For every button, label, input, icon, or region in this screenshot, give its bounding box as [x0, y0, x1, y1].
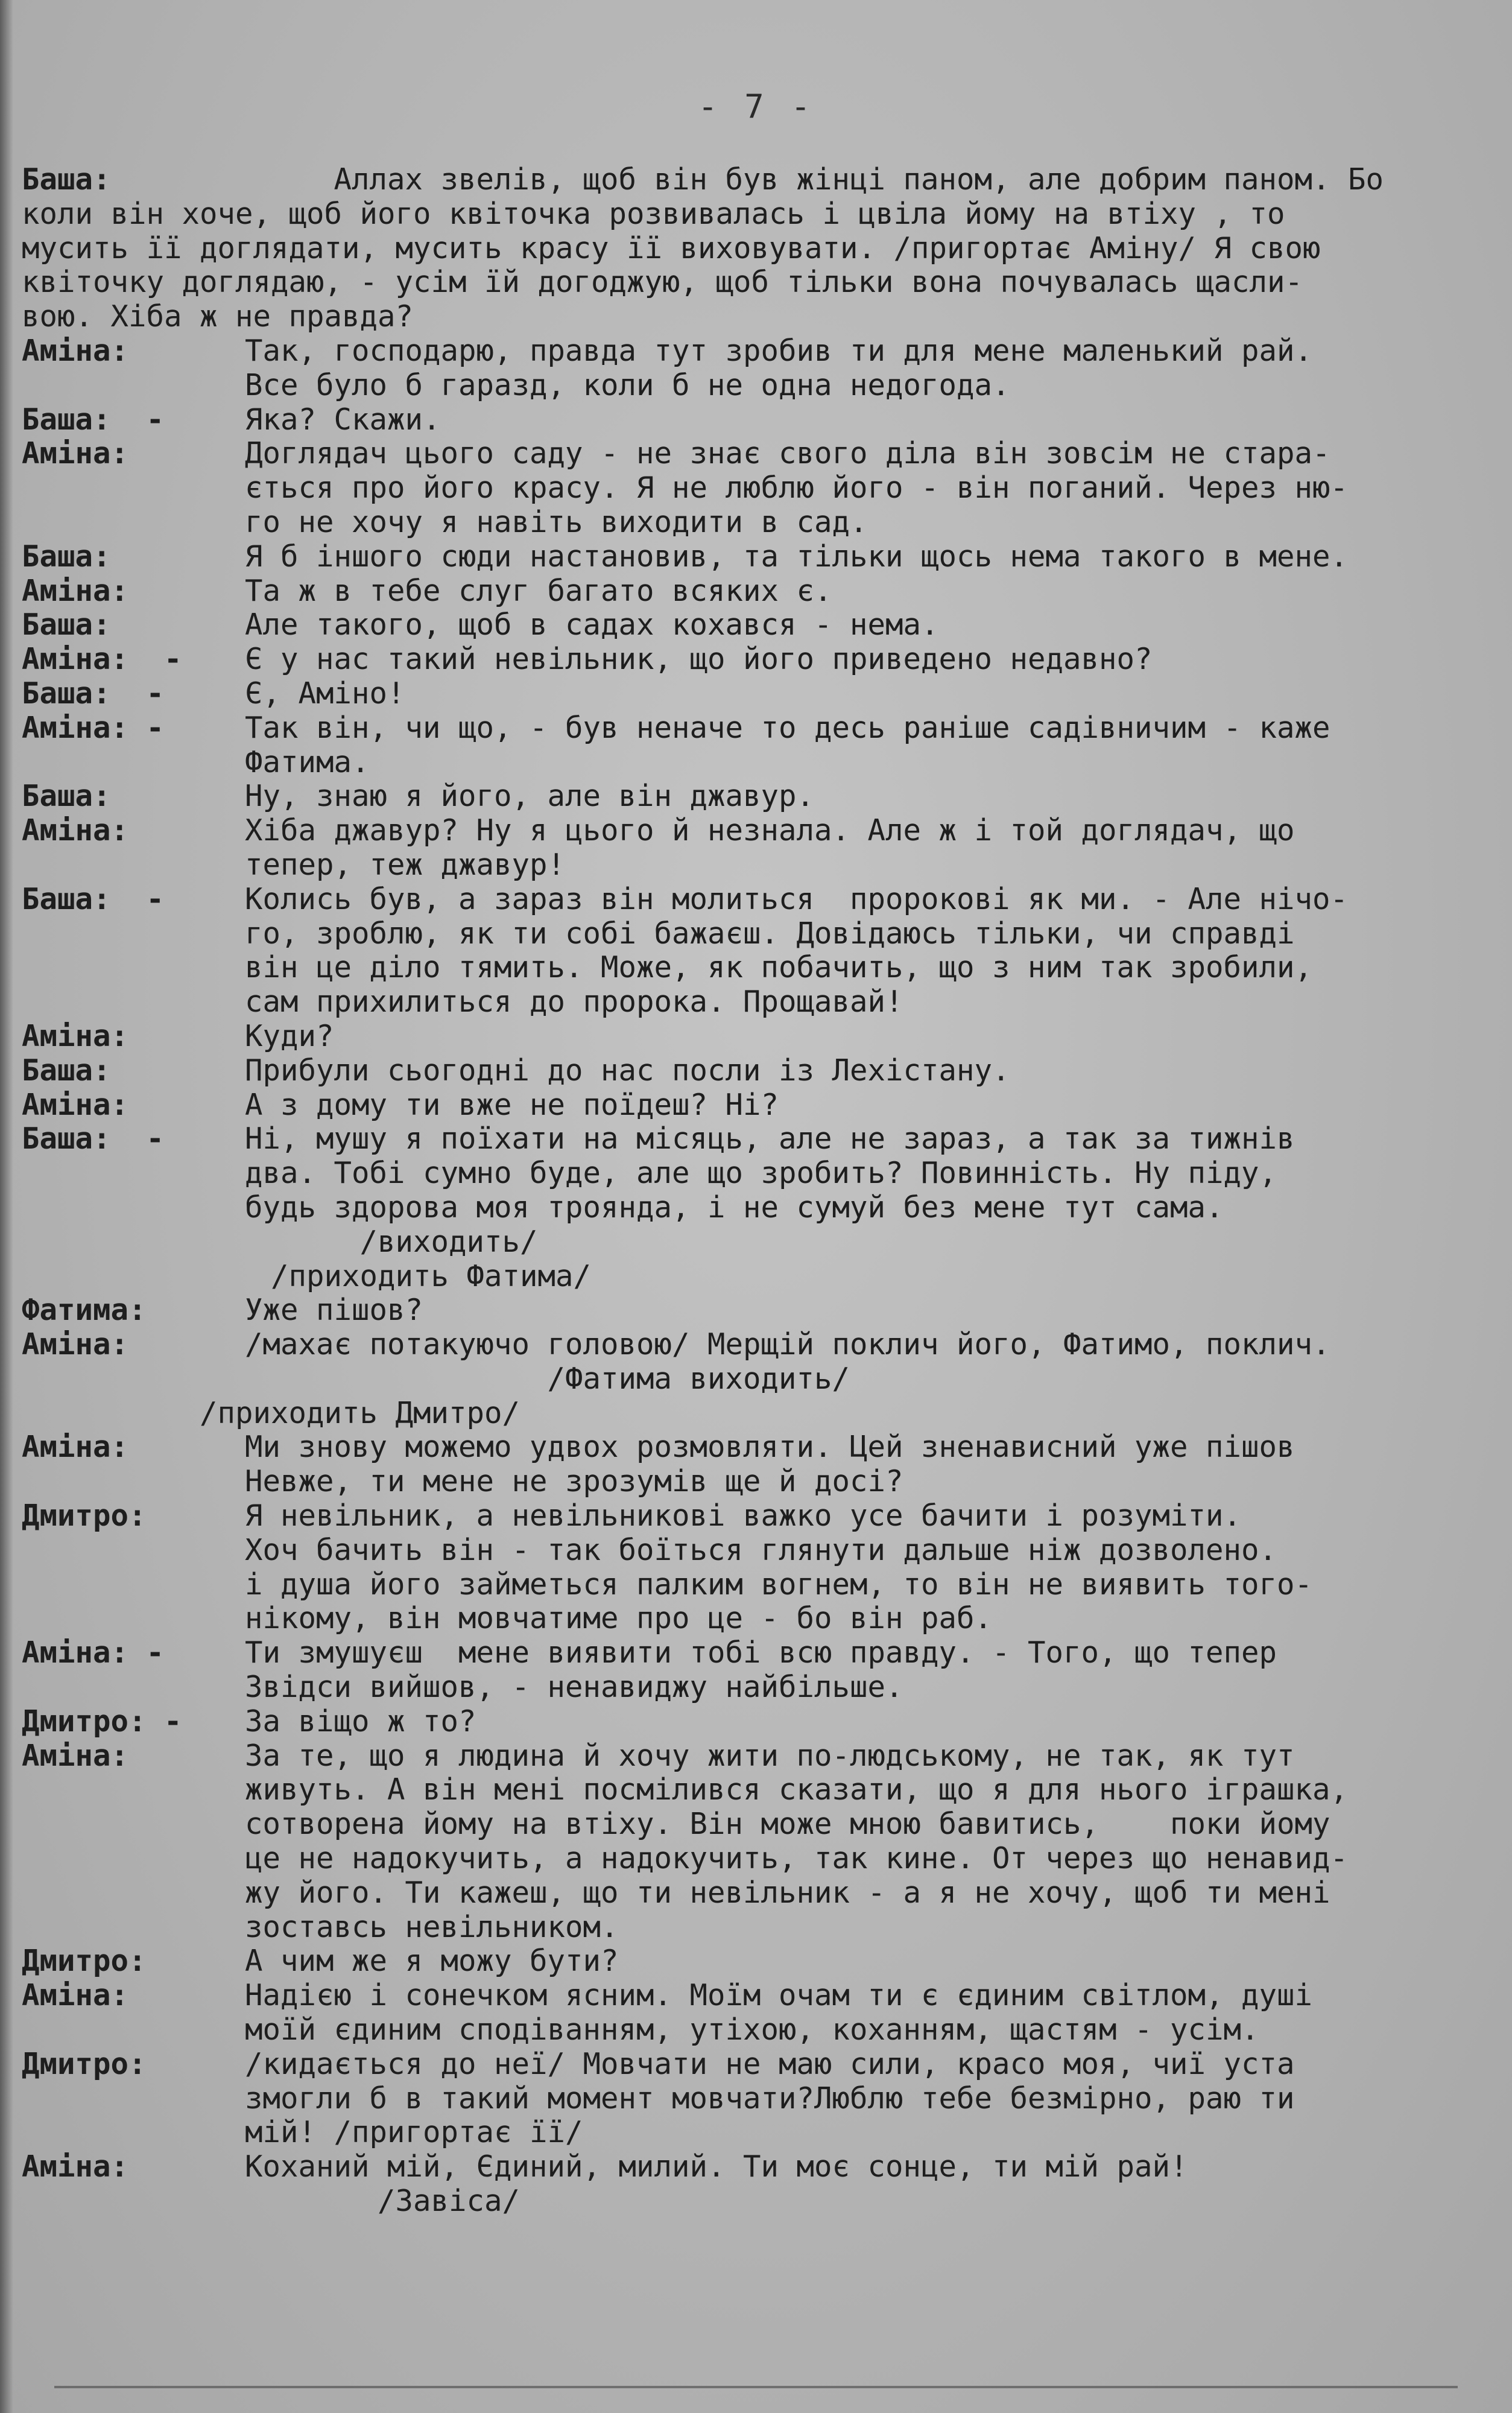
dialogue-text: [245, 1054, 1493, 1088]
dialogue-line: Хоч бачить він - так боїться глянути дальше ніж дозволено.: [245, 1532, 1277, 1567]
dialogue-text: [245, 883, 1493, 1019]
dialogue-line: Куди?: [245, 1018, 334, 1053]
speaker-name: Аміна: -: [22, 1635, 165, 1670]
dialogue-entry: [22, 711, 1493, 780]
dialogue-line: Є, Аміно!: [245, 676, 405, 711]
dialogue-text: [245, 1430, 1493, 1499]
dialogue-line: Яка? Скажи.: [245, 402, 441, 437]
speaker-name: Аміна: -: [22, 642, 182, 677]
dialogue-line: За те, що я людина й хочу жити по-людському, не так, як тут: [245, 1738, 1295, 1773]
dialogue-line: Все було б гаразд, коли б не одна недогода.: [245, 367, 1010, 402]
speaker-name: Баша: -: [22, 1121, 165, 1156]
speaker-name: Баша:: [22, 607, 111, 642]
dialogue-line: Я невільник, а невільникові важко усе бачити і розуміти.: [245, 1498, 1242, 1533]
dialogue-line: змогли б в такий момент мовчати?Люблю тебе безмірно, раю ти: [245, 2081, 1295, 2116]
speaker-name: Аміна:: [22, 1978, 129, 2013]
dialogue-entry: [22, 2150, 1493, 2184]
dialogue-line: моїй єдиним сподіванням, утіхою, коханням, щастям - усім.: [245, 2012, 1259, 2047]
dialogue-entry: [22, 403, 1493, 437]
dialogue-line: жу його. Ти кажеш, що ти невільник - а я не хочу, щоб ти мені: [245, 1875, 1330, 1910]
dialogue-text: [245, 677, 1493, 711]
dialogue-entry: [22, 1088, 1493, 1123]
speaker-name: Аміна:: [22, 1327, 129, 1362]
dialogue-text: [245, 1705, 1493, 1739]
dialogue-line: Прибули сьогодні до нас посли із Лехістану.: [245, 1053, 1010, 1088]
dialogue-line: Доглядач цього саду - не знає свого діла він зовсім не стара-: [245, 436, 1330, 471]
stage-direction: /приходить Фатима/: [22, 1258, 592, 1293]
dialogue-line: го, зроблю, як ти собі бажаєш. Довідаюсь тільки, чи справді: [245, 916, 1295, 951]
dialogue-entry: [22, 163, 1493, 334]
dialogue-text: [245, 642, 1493, 677]
dialogue-entry: [22, 540, 1493, 574]
dialogue-text: [245, 574, 1493, 609]
dialogue-line: Та ж в тебе слуг багато всяких є.: [245, 573, 832, 608]
dialogue-text: [245, 1293, 1493, 1328]
dialogue-line: квіточку доглядаю, - усім їй догоджую, щоб тільки вона почувалась щасли-: [22, 265, 1303, 300]
dialogue-line: А з дому ти вже не поїдеш? Ні?: [245, 1087, 779, 1122]
dialogue-line: Коханий мій, Єдиний, милий. Ти моє сонце, ти мій рай!: [245, 2149, 1188, 2184]
dialogue-line: Невже, ти мене не зрозумів ще й досі?: [245, 1464, 903, 1499]
dialogue-entry: [22, 437, 1493, 539]
speaker-name: Баша:: [22, 779, 111, 814]
dialogue-line: сам прихилиться до пророка. Прощавай!: [245, 985, 903, 1019]
dialogue-line: і душа його займеться палким вогнем, то він не виявить того-: [245, 1567, 1313, 1602]
dialogue-text: [245, 1979, 1493, 2047]
dialogue-entry: [22, 814, 1493, 883]
dialogue-line: Колись був, а зараз він молиться пророкові як ми. - Але нічо-: [245, 881, 1349, 916]
dialogue-text: [245, 437, 1493, 539]
dialogue-text: [245, 540, 1493, 574]
dialogue-text: [245, 2150, 1493, 2184]
dialogue-entry: [22, 1328, 1493, 1397]
speaker-name: Дмитро:: [22, 1944, 147, 1979]
dialogue-entry: [22, 1636, 1493, 1705]
speaker-name: Баша:: [22, 539, 111, 574]
dialogue-line: Надією і сонечком ясним. Моїм очам ти є єдиним світлом, душі: [245, 1978, 1313, 2013]
speaker-name: Аміна:: [22, 1738, 129, 1773]
speaker-name: Аміна:: [22, 813, 129, 848]
dialogue-line: Звідси вийшов, - ненавиджу найбільше.: [245, 1670, 903, 1705]
speaker-name: Аміна:: [22, 436, 129, 471]
speaker-name: Аміна:: [22, 573, 129, 608]
dialogue-entry: [22, 779, 1493, 814]
dialogue-text: [245, 814, 1493, 883]
dialogue-line: Я б іншого сюди настановив, та тільки щось нема такого в мене.: [245, 539, 1349, 574]
dialogue-entry: [22, 677, 1493, 711]
speaker-name: Баша: -: [22, 881, 165, 916]
dialogue-text: [245, 1122, 1493, 1225]
dialogue-line: мій! /пригортає її/: [245, 2115, 583, 2150]
dialogue-entry: [22, 1944, 1493, 1979]
speaker-name: Баша:: [22, 1053, 111, 1088]
speaker-name: Дмитро: -: [22, 1704, 182, 1739]
speaker-name: Аміна: -: [22, 710, 165, 745]
dialogue-line: це не надокучить, а надокучить, так кине. От через що ненавид-: [245, 1841, 1349, 1876]
speaker-name: Аміна:: [22, 2149, 129, 2184]
dialogue-line: нікому, він мовчатиме про це - бо він раб.: [245, 1601, 993, 1636]
speaker-name: Аміна:: [22, 1087, 129, 1122]
stage-direction: /Завіса/: [22, 2184, 520, 2219]
dialogue-line: коли він хоче, щоб його квіточка розвивалась і цвіла йому на втіху , то: [22, 196, 1285, 231]
dialogue-entry: [22, 574, 1493, 609]
dialogue-line: вою. Хіба ж не правда?: [22, 299, 414, 334]
page-bottom-edge: [54, 2386, 1458, 2388]
dialogue-text: [245, 334, 1493, 403]
dialogue-entry: [22, 608, 1493, 642]
stage-direction: /приходить Дмитро/: [22, 1395, 520, 1430]
dialogue-line: Але такого, щоб в садах кохався - нема.: [245, 607, 939, 642]
dialogue-line: будь здорова моя троянда, і не сумуй без мене тут сама.: [245, 1190, 1224, 1225]
page-number: - 7 -: [698, 87, 814, 125]
dialogue-line: Ти змушуєш мене виявити тобі всю правду. - Того, що тепер: [245, 1635, 1277, 1670]
dialogue-text: [245, 779, 1493, 814]
dialogue-line: Є у нас такий невільник, що його приведено недавно?: [245, 642, 1153, 677]
dialogue-entry: [22, 1705, 1493, 1739]
speaker-name: Баша: -: [22, 402, 165, 437]
dialogue-entry: [22, 1122, 1493, 1225]
dialogue-line: /кидається до неї/ Мовчати не маю сили, красо моя, чиї уста: [245, 2046, 1295, 2081]
dialogue-line: /Фатима виходить/: [245, 1361, 850, 1396]
dialogue-line: Ні, мушу я поїхати на місяць, але не зараз, а так за тижнів: [245, 1121, 1295, 1156]
dialogue-line: Так, господарю, правда тут зробив ти для мене маленький рай.: [245, 333, 1313, 368]
dialogue-line: зоставсь невільником.: [245, 1909, 619, 1944]
speaker-name: Аміна:: [22, 1430, 129, 1465]
dialogue-line: сотворена йому на втіху. Він може мною бавитись, поки йому: [245, 1807, 1330, 1842]
dialogue-line: Ну, знаю я його, але він джавур.: [245, 779, 815, 814]
dialogue-text: [245, 2047, 1493, 2150]
speaker-name: Дмитро:: [22, 1498, 147, 1533]
dialogue-text: [245, 711, 1493, 780]
speaker-name: Баша:: [22, 162, 111, 197]
dialogue-line: Фатима.: [245, 744, 370, 779]
dialogue-line: Хіба джавур? Ну я цього й незнала. Але ж і той доглядач, що: [245, 813, 1295, 848]
speaker-name: Аміна:: [22, 1018, 129, 1053]
dialogue-entry: [22, 883, 1493, 1019]
dialogue-line: А чим же я можу бути?: [245, 1944, 619, 1979]
dialogue-text: [245, 1944, 1493, 1979]
dialogue-entry: [22, 1293, 1493, 1328]
dialogue-line: Аллах звелів, щоб він був жінці паном, але добрим паном. Бо: [245, 162, 1384, 197]
dialogue-entry: [22, 1979, 1493, 2047]
dialogue-text: [245, 1328, 1493, 1397]
dialogue-entry: [22, 334, 1493, 403]
dialogue-line: живуть. А він мені посмілився сказати, що я для нього іграшка,: [245, 1772, 1349, 1807]
dialogue-line: ється про його красу. Я не люблю його - він поганий. Через ню-: [245, 471, 1349, 506]
dialogue-line: Ми знову можемо удвох розмовляти. Цей зненависний уже пішов: [245, 1430, 1295, 1465]
speaker-name: Фатима:: [22, 1293, 147, 1328]
page-edge-shadow: [0, 0, 13, 2413]
dialogue-line: Уже пішов?: [245, 1293, 423, 1328]
speaker-name: Баша: -: [22, 676, 165, 711]
dialogue-entry: [22, 1499, 1493, 1636]
dialogue-entry: [22, 1054, 1493, 1088]
dialogue-text: [245, 1499, 1493, 1636]
dialogue-entry: [22, 1739, 1493, 1945]
dialogue-entry: [22, 1430, 1493, 1499]
dialogue-line: тепер, теж джавур!: [245, 847, 566, 882]
dialogue-text: [245, 1019, 1493, 1054]
dialogue-text: [245, 1636, 1493, 1705]
dialogue-entry: [22, 642, 1493, 677]
dialogue-line: Так він, чи що, - був неначе то десь раніше садівничим - каже: [245, 710, 1330, 745]
dialogue-text: [245, 403, 1493, 437]
dialogue-line: го не хочу я навіть виходити в сад.: [245, 504, 868, 539]
dialogue-entry: [22, 2047, 1493, 2150]
dialogue-line: мусить її доглядати, мусить красу її виховувати. /пригортає Аміну/ Я свою: [22, 230, 1321, 265]
play-script-body: [22, 163, 1493, 2219]
dialogue-text: [245, 1088, 1493, 1123]
dialogue-text: [245, 608, 1493, 642]
dialogue-line: За віщо ж то?: [245, 1704, 476, 1739]
dialogue-line: він це діло тямить. Може, як побачить, що з ним так зробили,: [245, 950, 1313, 985]
dialogue-entry: [22, 1019, 1493, 1054]
stage-direction: /виходить/: [22, 1224, 538, 1259]
speaker-name: Дмитро:: [22, 2046, 147, 2081]
dialogue-line: /махає потакуючо головою/ Мерщій поклич його, Фатимо, поклич.: [245, 1327, 1330, 1362]
dialogue-line: два. Тобі сумно буде, але що зробить? Повинність. Ну піду,: [245, 1156, 1277, 1191]
dialogue-text: [245, 1739, 1493, 1945]
speaker-name: Аміна:: [22, 333, 129, 368]
